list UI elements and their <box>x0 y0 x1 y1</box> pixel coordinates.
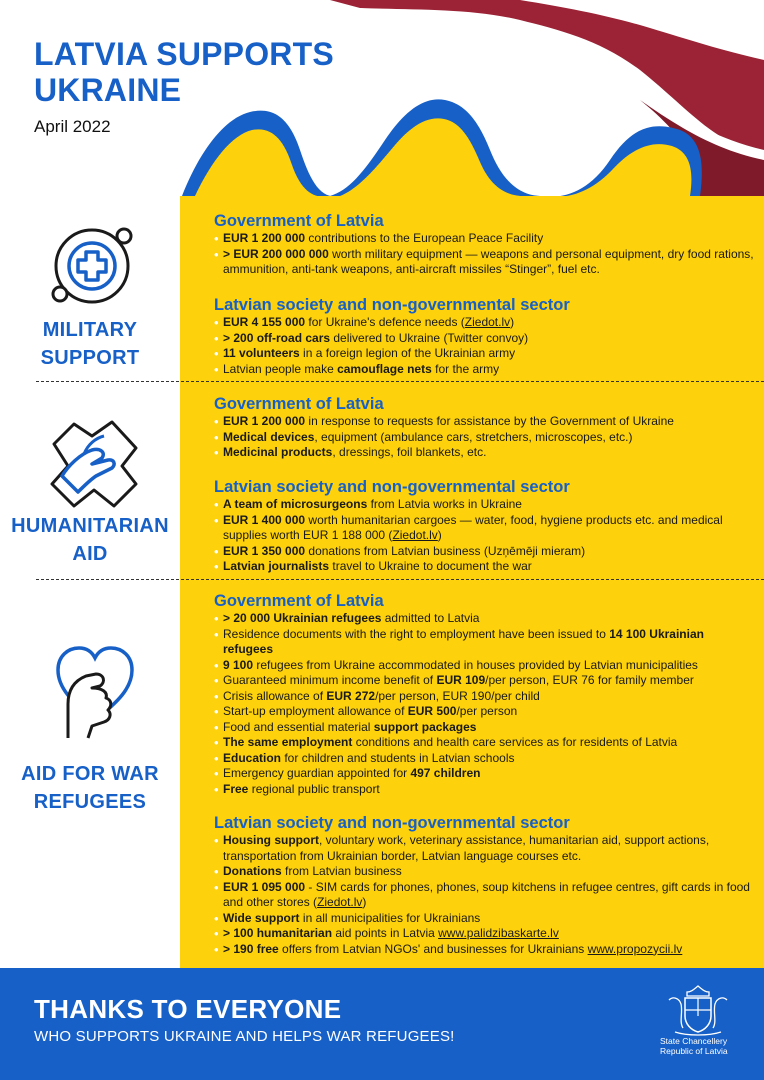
item-highlight: Wide support <box>223 910 300 925</box>
item-text: - SIM cards for phones, phones, soup kitchens in refugee centres, gift cards in food and other stores ( <box>223 879 750 909</box>
footer-subtitle: WHO SUPPORTS UKRAINE AND HELPS WAR REFUGEES! <box>34 1028 455 1045</box>
list-item <box>214 497 754 513</box>
list-item <box>214 627 754 658</box>
item-text: , equipment (ambulance cars, stretchers, microscopes, etc.) <box>314 429 633 444</box>
item-highlight: > 100 humanitarian <box>223 926 333 940</box>
block-heading: Government of Latvia <box>214 395 384 413</box>
list-item <box>214 942 754 958</box>
section-title-military: MILITARY SUPPORT <box>40 319 140 369</box>
list-item <box>214 673 754 689</box>
section-title-refugees: AID FOR WAR REFUGEES <box>21 763 159 813</box>
item-highlight: Medicinal products <box>223 445 333 459</box>
list-item <box>214 782 754 798</box>
list-item <box>214 414 754 430</box>
list-item <box>214 658 754 674</box>
block-heading: Latvian society and non-governmental sector <box>214 296 570 314</box>
item-link[interactable]: Ziedot.lv <box>392 528 438 542</box>
item-text: worth military equipment — weapons and personal equipment, dry food rations, ammunition, anti-tank weapons, anti-aircraft missiles “Stinger”, fuel etc. <box>223 246 754 276</box>
list-item <box>214 833 754 864</box>
item-text: in a foreign legion of the Ukrainian army <box>299 346 516 360</box>
list-item <box>214 704 754 720</box>
bullet-list <box>214 833 754 957</box>
list-item <box>214 766 754 782</box>
block-heading: Government of Latvia <box>214 592 384 610</box>
coat-of-arms-icon <box>663 982 733 1036</box>
bullet-list <box>214 315 754 377</box>
list-item <box>214 880 754 911</box>
item-text: offers from Latvian NGOs' and businesses for Ukrainians <box>278 941 588 956</box>
item-text: worth humanitarian cargoes — water, food, hygiene products etc. and medical supplies worth EUR 1 188 000 ( <box>223 512 723 542</box>
list-item <box>214 231 754 247</box>
item-highlight: support packages <box>373 719 477 734</box>
item-text: from Latvian business <box>281 864 402 878</box>
military-support-icon <box>44 222 140 308</box>
list-item <box>214 689 754 705</box>
item-highlight: The same employment <box>223 735 353 749</box>
item-text: admitted to Latvia <box>381 611 480 625</box>
item-highlight: > 190 free <box>223 941 279 956</box>
section-divider <box>36 579 764 580</box>
item-text: conditions and health care services as for residents of Latvia <box>352 735 678 749</box>
heart-hand-icon <box>52 640 138 744</box>
item-highlight: EUR 1 400 000 <box>223 512 306 527</box>
helping-hands-icon <box>44 414 144 510</box>
footer-title: THANKS TO EVERYONE <box>34 994 342 1024</box>
item-highlight: Latvian journalists <box>223 559 330 573</box>
bullet-list <box>214 414 754 461</box>
list-item <box>214 735 754 751</box>
item-highlight: > 20 000 Ukrainian refugees <box>223 611 382 625</box>
item-text: refugees from Ukraine accommodated in houses provided by Latvian municipalities <box>253 657 698 672</box>
item-highlight: EUR 1 200 000 <box>223 231 306 245</box>
item-highlight: EUR 4 155 000 <box>223 315 306 329</box>
footer-banner <box>0 968 764 1080</box>
list-item <box>214 559 754 575</box>
item-highlight: EUR 109 <box>436 673 486 687</box>
item-highlight: 14 100 Ukrainian refugees <box>223 626 704 656</box>
section-title-humanitarian: HUMANITARIAN AID <box>11 515 169 565</box>
item-highlight: camouflage nets <box>337 361 432 376</box>
section-divider <box>36 381 764 382</box>
item-text: delivered to Ukraine (Twitter convoy) <box>330 330 529 345</box>
item-highlight: Free <box>223 781 249 796</box>
item-highlight: EUR 1 095 000 <box>223 879 306 894</box>
item-text: Food and essential material <box>223 719 374 734</box>
item-highlight: EUR 500 <box>407 704 457 718</box>
list-item <box>214 611 754 627</box>
military-government-block <box>214 211 754 278</box>
refugees-government-block <box>214 591 754 797</box>
list-item <box>214 513 754 544</box>
list-item <box>214 751 754 767</box>
humanitarian-society-block <box>214 477 754 575</box>
item-highlight: Donations <box>223 864 282 878</box>
item-link[interactable]: Ziedot.lv <box>317 895 363 909</box>
item-text: , dressings, foil blankets, etc. <box>332 445 487 459</box>
item-link[interactable]: www.propozycii.lv <box>587 941 683 956</box>
item-text: Start-up employment allowance of <box>223 704 408 718</box>
item-highlight: EUR 1 350 000 <box>223 543 306 558</box>
list-item <box>214 544 754 560</box>
logo-line-1: State Chancellery <box>660 1036 728 1046</box>
list-item <box>214 315 754 331</box>
humanitarian-government-block <box>214 394 754 461</box>
item-text: aid points in Latvia <box>332 926 439 940</box>
item-text: Guaranteed minimum income benefit of <box>223 673 437 687</box>
item-highlight: 497 children <box>410 766 481 780</box>
item-text: /per person, EUR 190/per child <box>375 688 540 703</box>
item-highlight: Education <box>223 750 282 765</box>
state-chancellery-logo <box>648 982 748 1056</box>
logo-line-2: Republic of Latvia <box>660 1046 728 1056</box>
item-text: ) <box>437 528 442 542</box>
list-item <box>214 430 754 446</box>
item-text: regional public transport <box>248 781 380 796</box>
item-text: in all municipalities for Ukrainians <box>299 910 481 925</box>
military-society-block <box>214 295 754 377</box>
block-heading: Latvian society and non-governmental sector <box>214 478 570 496</box>
item-text: ) <box>510 315 515 329</box>
item-text: travel to Ukraine to document the war <box>329 559 532 573</box>
item-text: Residence documents with the right to employment have been issued to <box>223 626 610 641</box>
item-text: Crisis allowance of <box>223 688 327 703</box>
item-text: , voluntary work, veterinary assistance, humanitarian aid, support actions, transportation from Ukrainian border, Latvian language courses etc. <box>223 833 710 863</box>
list-item <box>214 911 754 927</box>
list-item <box>214 445 754 461</box>
bullet-list <box>214 611 754 797</box>
item-text: /per person, EUR 76 for family member <box>485 673 694 687</box>
item-highlight: > 200 off-road cars <box>223 330 331 345</box>
item-text: donations from Latvian business (Uzņēmēji mieram) <box>305 543 586 558</box>
block-heading: Latvian society and non-governmental sector <box>214 814 570 832</box>
list-item <box>214 720 754 736</box>
item-highlight: 9 100 <box>223 657 254 672</box>
item-text: in response to requests for assistance by the Government of Ukraine <box>305 414 674 428</box>
item-highlight: EUR 1 200 000 <box>223 414 306 428</box>
item-link[interactable]: www.palidzibaskarte.lv <box>438 926 559 940</box>
page-title: LATVIA SUPPORTS UKRAINE <box>34 36 334 108</box>
item-text: for the army <box>431 361 500 376</box>
block-heading: Government of Latvia <box>214 212 384 230</box>
item-highlight: Housing support <box>223 833 319 847</box>
item-highlight: Medical devices <box>223 429 315 444</box>
list-item <box>214 362 754 378</box>
item-text: from Latvia works in Ukraine <box>367 497 522 511</box>
item-text: Latvian people make <box>223 361 338 376</box>
item-text: ) <box>362 895 367 909</box>
item-link[interactable]: Ziedot.lv <box>464 315 511 329</box>
item-highlight: > EUR 200 000 000 <box>223 246 329 261</box>
item-highlight: EUR 272 <box>326 688 376 703</box>
bullet-list <box>214 497 754 575</box>
item-text: Emergency guardian appointed for <box>223 766 411 780</box>
list-item <box>214 247 754 278</box>
list-item <box>214 926 754 942</box>
list-item <box>214 346 754 362</box>
item-text: for Ukraine's defence needs ( <box>305 315 465 329</box>
item-text: for children and students in Latvian schools <box>281 750 515 765</box>
item-text: /per person <box>456 704 518 718</box>
refugees-society-block <box>214 813 754 957</box>
bullet-list <box>214 231 754 278</box>
page-date: April 2022 <box>34 117 111 136</box>
list-item <box>214 331 754 347</box>
item-highlight: 11 volunteers <box>223 346 300 360</box>
item-text: contributions to the European Peace Facility <box>305 231 544 245</box>
item-highlight: A team of microsurgeons <box>223 497 368 511</box>
list-item <box>214 864 754 880</box>
